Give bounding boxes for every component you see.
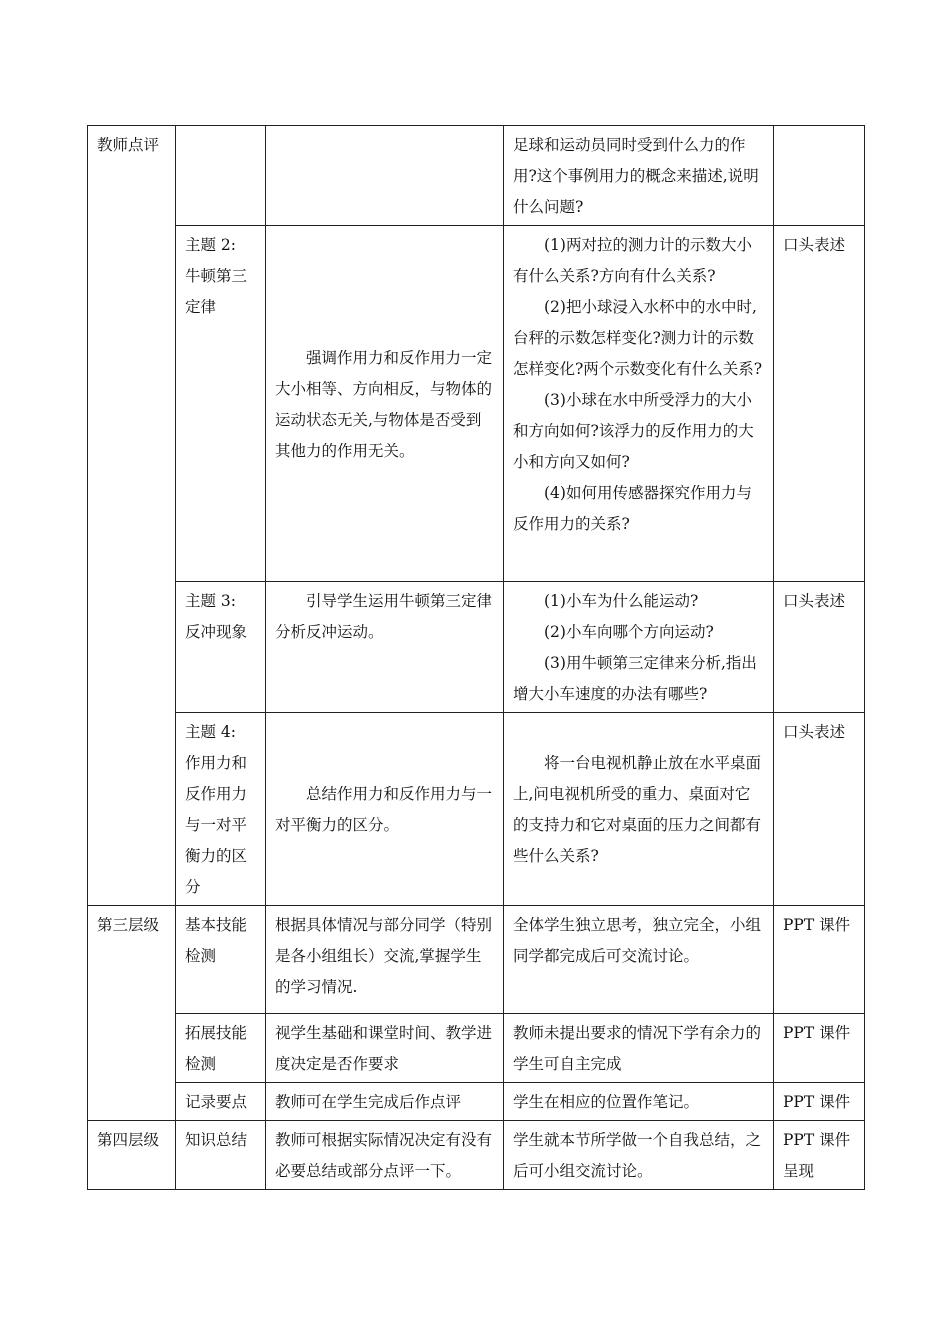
level-cell-fourth: 第四层级 [88, 1121, 176, 1190]
method-cell: 口头表述 [774, 713, 865, 906]
teacher-activity-cell [266, 582, 504, 713]
topic-title: 主题 3: 反冲现象 [185, 592, 248, 641]
table-row [88, 1121, 865, 1190]
method-cell: 口头表述 [774, 226, 865, 582]
student-activity-cell: 学生就本节所学做一个自我总结，之后可小组交流讨论。 [504, 1121, 774, 1190]
question-item: (2)小车向哪个方向运动? [544, 623, 714, 641]
table-row [88, 713, 865, 906]
student-activity-cell [504, 226, 774, 582]
method-cell: PPT 课件 [774, 1083, 865, 1121]
topic-cell [176, 582, 266, 713]
teacher-activity-text: 强调作用力和反作用力一定大小相等、方向相反，与物体的运动状态无关,与物体是否受到其他力的作用无关。 [275, 348, 493, 460]
table-row [88, 126, 865, 226]
student-activity-cell [504, 713, 774, 906]
topic-cell [176, 713, 266, 906]
table-row [88, 1014, 865, 1083]
teacher-activity-cell [266, 126, 504, 226]
table-row [88, 906, 865, 1014]
table-row [88, 226, 865, 582]
student-activity-cell: 全体学生独立思考，独立完全，小组同学都完成后可交流讨论。 [504, 906, 774, 1014]
student-activity-text: 将一台电视机静止放在水平桌面上,问电视机所受的重力、桌面对它的支持力和它对桌面的压力之间都有些什么关系? [513, 754, 762, 865]
teacher-activity-text: 引导学生运用牛顿第三定律分析反冲运动。 [275, 592, 493, 641]
table-row [88, 582, 865, 713]
method-cell: PPT 课件 [774, 906, 865, 1014]
level-cell-teacher-review: 教师点评 [88, 126, 176, 906]
question-item: (3)小球在水中所受浮力的大小和方向如何?该浮力的反作用力的大小和方向又如何? [513, 391, 754, 471]
topic-cell: 记录要点 [176, 1083, 266, 1121]
question-item: (3)用牛顿第三定律来分析,指出增大小车速度的办法有哪些? [513, 654, 757, 703]
student-activity-cell: 教师未提出要求的情况下学有余力的学生可自主完成 [504, 1014, 774, 1083]
student-activity-cell [504, 582, 774, 713]
teacher-activity-cell: 根据具体情况与部分同学（特别是各小组组长）交流,掌握学生的学习情况. [266, 906, 504, 1014]
table-row [88, 1083, 865, 1121]
method-cell: PPT 课件呈现 [774, 1121, 865, 1190]
topic-cell: 基本技能检测 [176, 906, 266, 1014]
question-item: (2)把小球浸入水杯中的水中时,台秤的示数怎样变化?测力计的示数怎样变化?两个示数变化有什么关系? [513, 298, 763, 378]
lesson-plan-table [87, 125, 865, 1190]
question-item: (4)如何用传感器探究作用力与反作用力的关系? [513, 484, 752, 533]
method-cell [774, 126, 865, 226]
topic-title: 主题 4: 作用力和反作用力与一对平衡力的区分 [185, 723, 248, 896]
teacher-activity-cell: 视学生基础和课堂时间、教学进度决定是否作要求 [266, 1014, 504, 1083]
topic-cell: 知识总结 [176, 1121, 266, 1190]
method-cell: PPT 课件 [774, 1014, 865, 1083]
level-cell-third: 第三层级 [88, 906, 176, 1121]
topic-cell [176, 126, 266, 226]
teacher-activity-cell [266, 226, 504, 582]
teacher-activity-cell: 教师可在学生完成后作点评 [266, 1083, 504, 1121]
teacher-activity-cell: 教师可根据实际情况决定有没有必要总结或部分点评一下。 [266, 1121, 504, 1190]
student-activity-cell: 学生在相应的位置作笔记。 [504, 1083, 774, 1121]
question-item: (1)小车为什么能运动? [544, 592, 699, 610]
topic-title: 主题 2: 牛顿第三定律 [185, 236, 248, 316]
method-cell: 口头表述 [774, 582, 865, 713]
question-item: (1)两对拉的测力计的示数大小有什么关系?方向有什么关系? [513, 236, 752, 285]
topic-cell [176, 226, 266, 582]
teacher-activity-text: 总结作用力和反作用力与一对平衡力的区分。 [275, 785, 493, 834]
student-activity-cell: 足球和运动员同时受到什么力的作用?这个事例用力的概念来描述,说明什么问题? [504, 126, 774, 226]
topic-cell: 拓展技能检测 [176, 1014, 266, 1083]
teacher-activity-cell [266, 713, 504, 906]
